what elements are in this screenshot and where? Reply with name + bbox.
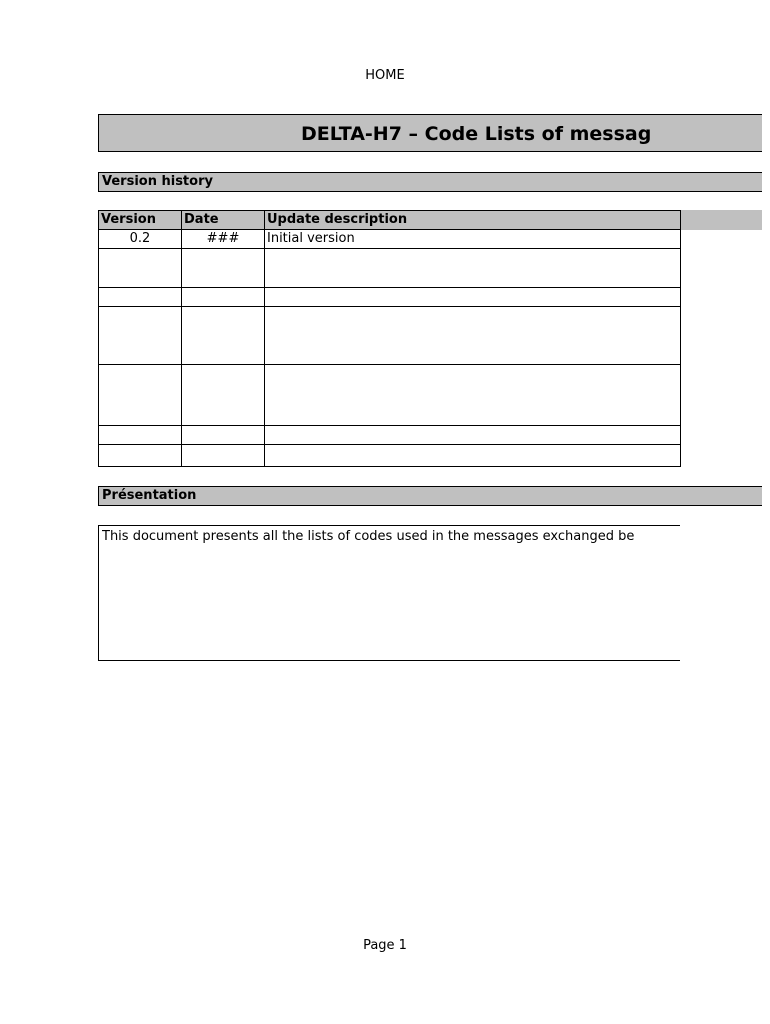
date-cell	[182, 365, 265, 426]
update-description-cell	[265, 307, 681, 365]
table-row	[99, 249, 681, 288]
version-cell	[99, 307, 182, 365]
date-cell	[182, 426, 265, 445]
presentation-section-bar	[98, 486, 762, 506]
table-row	[99, 230, 681, 249]
page-number: Page 1	[363, 938, 407, 953]
version-cell: 0.2	[99, 230, 182, 249]
presentation-text: This document presents all the lists of codes used in the messages exchanged be	[102, 529, 635, 544]
version-cell	[99, 365, 182, 426]
update-description-cell	[265, 249, 681, 288]
update-description-cell	[265, 426, 681, 445]
column-header-version: Version	[99, 211, 182, 230]
date-cell	[182, 307, 265, 365]
presentation-heading: Présentation	[102, 488, 197, 503]
column-header-update-description: Update description	[265, 211, 681, 230]
update-description-cell	[265, 365, 681, 426]
column-header-date: Date	[182, 211, 265, 230]
table-row	[99, 426, 681, 445]
document-title: DELTA-H7 – Code Lists of messag	[301, 123, 652, 145]
table-row	[99, 288, 681, 307]
version-history-section-bar	[98, 172, 762, 192]
date-cell	[182, 445, 265, 467]
date-cell	[182, 249, 265, 288]
version-cell	[99, 288, 182, 307]
version-history-table	[98, 210, 681, 467]
version-cell	[99, 249, 182, 288]
version-history-heading: Version history	[102, 174, 213, 189]
document-title-bar	[98, 114, 762, 152]
presentation-box	[98, 525, 680, 661]
table-row	[99, 307, 681, 365]
update-description-cell	[265, 445, 681, 467]
version-cell	[99, 426, 182, 445]
table-row	[99, 365, 681, 426]
table-header-extension	[680, 210, 762, 230]
date-cell: ###	[182, 230, 265, 249]
version-cell	[99, 445, 182, 467]
table-header-row	[99, 211, 681, 230]
update-description-cell	[265, 288, 681, 307]
home-label: HOME	[365, 68, 405, 83]
table-row	[99, 445, 681, 467]
update-description-cell: Initial version	[265, 230, 681, 249]
date-cell	[182, 288, 265, 307]
